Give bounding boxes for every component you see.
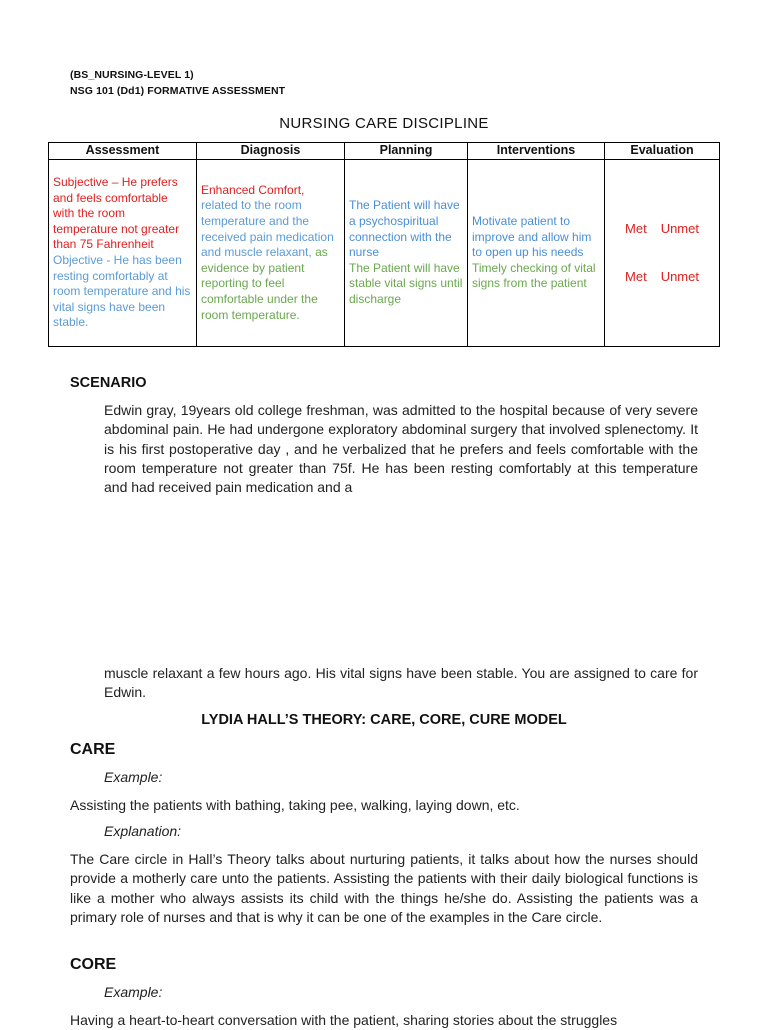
table-row: [49, 160, 720, 347]
diagnosis-lead: Enhanced Comfort,: [201, 182, 305, 197]
care-heading: CARE: [70, 741, 116, 758]
col-evaluation: Evaluation: [605, 143, 720, 160]
col-planning: Planning: [345, 143, 468, 160]
eval-met-1: Met: [625, 221, 647, 237]
theory-title: LYDIA HALL’S THEORY: CARE, CORE, CURE MODEL: [201, 712, 567, 728]
evaluation-cell: [605, 160, 720, 347]
eval-unmet-2: Unmet: [660, 269, 699, 284]
core-heading: CORE: [70, 956, 117, 973]
col-diagnosis: Diagnosis: [197, 143, 345, 160]
interventions-cell: [468, 160, 605, 347]
evaluation-row-2: [609, 269, 715, 285]
core-example-text: Having a heart-to-heart conversation with the patient, sharing stories about the struggles: [70, 1012, 618, 1028]
planning-cell: [345, 160, 468, 347]
intervention-2: Timely checking of vital signs from the patient: [472, 260, 596, 291]
scenario-text-part2: muscle relaxant a few hours ago. His vital signs have been stable. You are assigned to care for Edwin.: [104, 665, 698, 701]
intervention-1: Motivate patient to improve and allow him to open up his needs: [472, 214, 592, 260]
course-title: NSG 101 (Dd1) FORMATIVE ASSESSMENT: [70, 85, 286, 97]
scenario-heading: SCENARIO: [70, 375, 147, 391]
col-interventions: Interventions: [468, 143, 605, 160]
table-header-row: [49, 143, 720, 160]
page-title: NURSING CARE DISCIPLINE: [279, 115, 489, 132]
care-explanation-label: Explanation:: [104, 823, 182, 839]
diagnosis-cell: [197, 160, 345, 347]
course-level: (BS_NURSING-LEVEL 1): [70, 69, 194, 81]
eval-unmet-1: Unmet: [660, 221, 699, 237]
care-plan-table: [48, 142, 720, 347]
core-example-label: Example:: [104, 984, 163, 1000]
assessment-subjective: Subjective – He prefers and feels comfortable with the room temperature not greater than 75 Fahrenheit: [53, 175, 180, 252]
care-example-label: Example:: [104, 769, 163, 785]
evaluation-row-1: [609, 221, 715, 237]
care-explanation-text: The Care circle in Hall’s Theory talks about nurturing patients, it talks about how the nurses should provide a motherly care unto the patients. Assisting the patients with their daily biological functions is like a mother who always assists its child with the things he/she do. Assisting the patients was a primary role of nurses and that is why it can be one of the examples in the Care circle.: [70, 851, 698, 925]
eval-met-2: Met: [625, 269, 647, 284]
assessment-objective: Objective - He has been resting comfortably at room temperature and his vital signs have been stable.: [53, 253, 191, 330]
planning-goal-2: The Patient will have stable vital signs until discharge: [349, 260, 463, 306]
care-example-text: Assisting the patients with bathing, taking pee, walking, laying down, etc.: [70, 797, 520, 813]
col-assessment: Assessment: [49, 143, 197, 160]
diagnosis-related: related to the room temperature and the received pain medication and muscle relaxant,: [201, 198, 334, 260]
assessment-cell: [49, 160, 197, 347]
diagnosis-evidence: as evidence by patient reporting to feel comfortable under the room temperature.: [201, 245, 328, 322]
planning-goal-1: The Patient will have a psychospiritual connection with the nurse: [349, 198, 460, 260]
scenario-text-part1: Edwin gray, 19years old college freshman, was admitted to the hospital because of very severe abdominal pain. He had undergone exploratory abdominal surgery that involved splenectomy. It is his first postoperative day , and he verbalized that he prefers and feels comfortable with the room temperature not greater than 75f. He has been resting comfortably at this temperature and had received pain medication and a: [104, 402, 698, 496]
